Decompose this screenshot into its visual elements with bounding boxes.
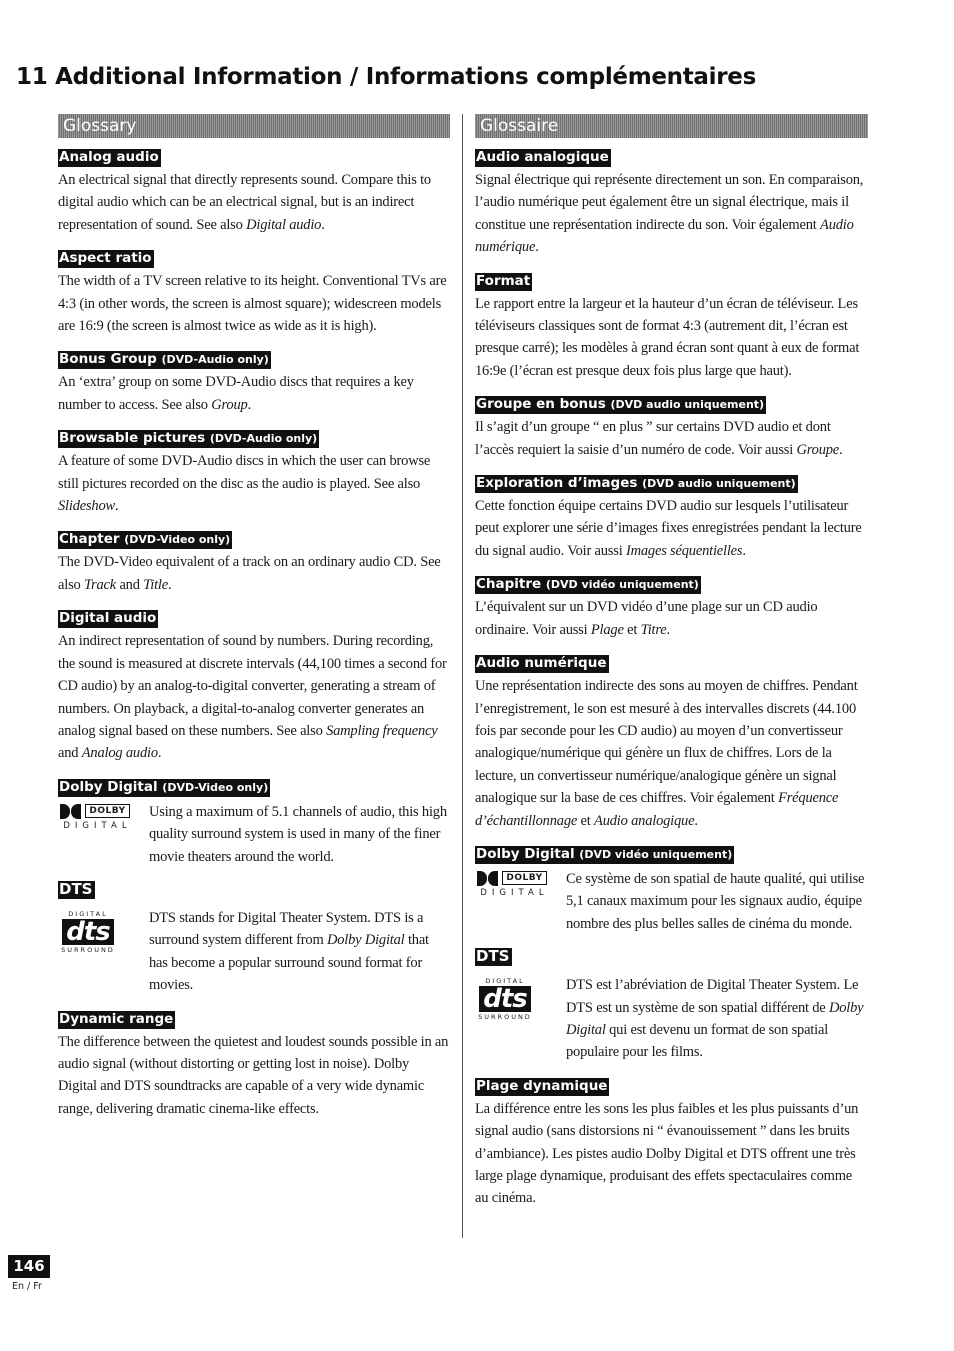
glossary-column-fr <box>475 114 868 1223</box>
dts-surround-logo-icon: DIGITAL dts SURROUND <box>478 977 532 1022</box>
section-heading-glossaire: Glossaire <box>475 114 868 138</box>
term-label: Groupe en bonus (DVD audio uniquement) <box>476 396 765 413</box>
term-label: Browsable pictures (DVD-Audio only) <box>59 430 318 447</box>
entry-dynamic-range <box>58 1010 450 1121</box>
entry-chapter <box>58 530 450 596</box>
language-label: En / Fr <box>12 1281 42 1292</box>
definition: Signal électrique qui représente directement un son. En comparaison, l’audio numérique peut également être un signal électrique, mais il constitue une représentation indirecte du son. Voir également Audio numérique. <box>475 172 864 256</box>
term-label: Audio numérique <box>476 655 607 672</box>
entry-dts <box>58 881 450 997</box>
definition: L’équivalent sur un DVD vidéo d’une plage sur un CD audio ordinaire. Voir aussi Plage et Titre. <box>475 599 818 638</box>
definition: La différence entre les sons les plus faibles et les plus puissants d’un signal audio (sans distorsions ni “ évanouissement ” dans les bruits d’ambiance). Les pistes audio Dolby Digital et DTS offrent une très large plage dynamique, produisant des effets spectaculaires comme au cinéma. <box>475 1100 859 1207</box>
definition: Using a maximum of 5.1 channels of audio, this high quality surround system is used in many of the finer movie theaters around the world. <box>149 803 447 865</box>
term-label: Bonus Group (DVD-Audio only) <box>59 351 269 368</box>
term-label: Dynamic range <box>59 1010 174 1027</box>
term-label: Chapitre (DVD vidéo uniquement) <box>476 576 699 593</box>
entry-plage-dynamique <box>475 1077 868 1210</box>
term-label: Plage dynamique <box>476 1077 608 1094</box>
definition: Ce système de son spatial de haute qualité, qui utilise 5,1 canaux maximum pour les signaux audio, équipe nombre des plus belles salles de cinéma du monde. <box>566 870 865 932</box>
entry-audio-numerique <box>475 654 868 832</box>
entry-exploration-images <box>475 474 868 562</box>
entry-chapitre <box>475 575 868 641</box>
definition: Une représentation indirecte des sons au moyen de chiffres. Pendant l’enregistrement, le son est mesuré à des intervalles discrets (44.100 fois par seconde pour les CD audio) au moyen d’un convertisseur analogique/numérique qui génère un flux de chiffres. Lors de la lecture, un convertisseur numérique/analogique génère un signal analogique sur la base de ces chiffres. Voir également Fréquence d’échantillonnage et Audio analogique. <box>475 678 858 829</box>
definition: DTS stands for Digital Theater System. DTS is a surround system different from Dolby Digital that has become a popular surround sound format for movies. <box>149 909 429 994</box>
dolby-digital-logo-icon: DOLBY DIGITAL <box>475 871 549 898</box>
definition: The width of a TV screen relative to its height. Conventional TVs are 4:3 (in other words, the screen is almost square); widescreen models are 16:9 (the screen is almost twice as wide as it is high). <box>58 273 447 335</box>
glossary-column-en <box>58 114 450 1133</box>
definition: An electrical signal that directly represents sound. Compare this to digital audio which can be an electrical signal, but is an indirect representation of sound. See also Digital audio. <box>58 172 431 233</box>
entry-dts-fr <box>475 948 868 1064</box>
term-label: Chapter (DVD-Video only) <box>59 531 231 548</box>
section-heading-glossary: Glossary <box>58 114 450 138</box>
entry-aspect-ratio <box>58 249 450 337</box>
term-label: Aspect ratio <box>59 250 152 267</box>
term-label: DTS <box>59 879 93 898</box>
dolby-digital-logo-icon: DOLBY DIGITAL <box>58 804 132 831</box>
column-divider <box>462 114 463 1238</box>
definition: DTS est l’abréviation de Digital Theater System. Le DTS est un système de son spatial différent de Dolby Digital qui est devenu un format de son spatial populaire pour les films. <box>566 977 864 1061</box>
entry-bonus-group <box>58 350 450 416</box>
entry-browsable-pictures <box>58 429 450 517</box>
definition: The difference between the quietest and loudest sounds possible in an audio signal (without distorting or getting lost in noise). Dolby Digital and DTS soundtracks are capable of a very wide dynamic range, delivering dramatic cinema-like effects. <box>58 1033 449 1117</box>
definition: Il s’agit d’un groupe “ en plus ” sur certains DVD audio et dont l’accès requiert la saisie d’un numéro de code. Voir aussi Groupe. <box>475 419 843 458</box>
entry-dolby-digital <box>58 778 450 868</box>
entry-format <box>475 272 868 383</box>
definition: Le rapport entre la largeur et la hauteur d’un écran de téléviseur. Les téléviseurs classiques sont de format 4:3 (autrement dit, l’écran est presque carré); les modèles à grand écran sont quant à eux de format 16:9e (l’écran est presque deux fois plus large que haut). <box>475 295 860 379</box>
term-label: Digital audio <box>59 610 157 627</box>
dts-surround-logo-icon: DIGITAL dts SURROUND <box>61 909 115 954</box>
definition: The DVD-Video equivalent of a track on an ordinary audio CD. See also Track and Title. <box>58 554 441 593</box>
term-label: Format <box>476 272 531 289</box>
term-label: DTS <box>476 947 510 966</box>
page-number: 146 <box>8 1255 50 1278</box>
definition: Cette fonction équipe certains DVD audio sur lesquels l’utilisateur peut explorer une série d’images fixes enregistrées pendant la lecture du signal audio. Voir aussi Images séquentielles. <box>475 498 862 559</box>
definition: An ‘extra’ group on some DVD-Audio discs that requires a key number to access. See also Group. <box>58 374 414 413</box>
term-label: Audio analogique <box>476 149 609 165</box>
entry-analog-audio <box>58 148 450 236</box>
entry-digital-audio <box>58 609 450 764</box>
entry-audio-analogique <box>475 148 868 259</box>
term-label: Analog audio <box>59 149 159 165</box>
term-label: Dolby Digital (DVD-Video only) <box>59 778 269 795</box>
term-label: Exploration d’images (DVD audio uniquement) <box>476 475 796 492</box>
term-label: Dolby Digital (DVD vidéo uniquement) <box>476 845 733 862</box>
page-title: 11 Additional Information / Informations complémentaires <box>16 64 756 90</box>
entry-dolby-digital-fr <box>475 845 868 935</box>
definition: An indirect representation of sound by numbers. During recording, the sound is measured at discrete intervals (44,100 times a second for CD audio) by an analog-to-digital converter, generating a stream of numbers. On playback, a digital-to-analog converter generates an analog signal based on these numbers. See also Sampling frequency and Analog audio. <box>58 633 447 762</box>
definition: A feature of some DVD-Audio discs in which the user can browse still pictures recorded on the disc as the audio is played. See also Slideshow. <box>58 453 431 515</box>
entry-groupe-en-bonus <box>475 395 868 461</box>
